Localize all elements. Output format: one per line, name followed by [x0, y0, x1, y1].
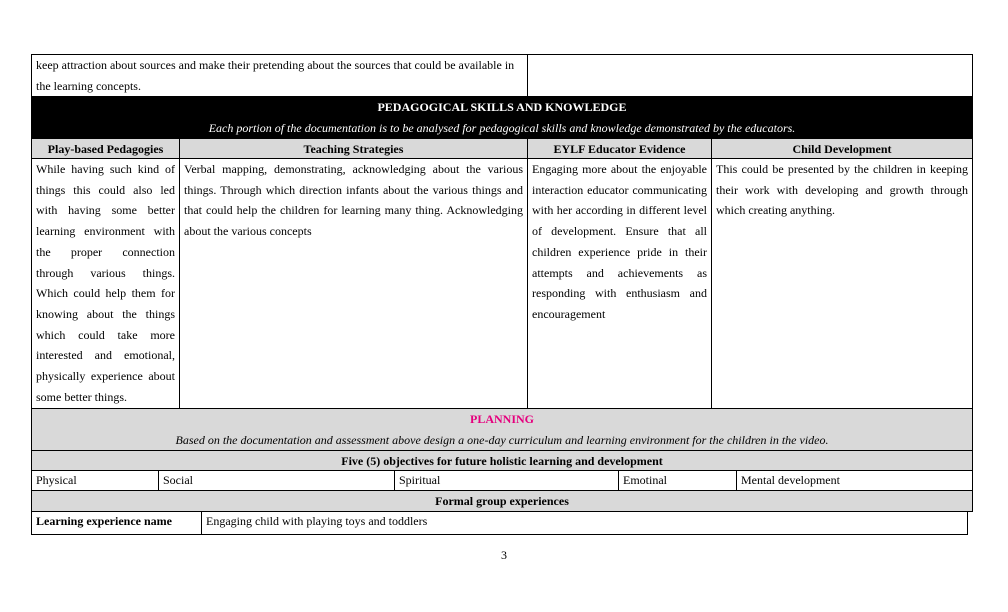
top-row-text: keep attraction about sources and make their pretending about the sources that could be available in the learning concepts. — [36, 58, 515, 93]
objective-emotional: Emotinal — [618, 470, 737, 491]
play-based-cell — [31, 158, 180, 409]
child-dev-text: This could be presented by the children in keeping their work with developing and growth through which creating anything. — [716, 162, 968, 218]
child-dev-cell — [711, 158, 973, 409]
top-row-left-cell — [31, 54, 528, 97]
teaching-text: Verbal mapping, demonstrating, acknowledging about the various things. Through which direction infants about the various things and that could help the children for learning many thing. Acknowledging about the various concepts — [184, 162, 523, 239]
learning-experience-label: Learning experience name — [31, 511, 202, 535]
objectives-heading: Five (5) objectives for future holistic learning and development — [31, 450, 973, 471]
eylf-cell — [527, 158, 712, 409]
pedagogical-header — [31, 96, 973, 139]
formal-group-heading: Formal group experiences — [31, 490, 973, 512]
objective-social: Social — [158, 470, 395, 491]
column-header-child-dev: Child Development — [711, 138, 973, 159]
top-row-right-cell — [527, 54, 973, 97]
column-header-teaching: Teaching Strategies — [179, 138, 528, 159]
learning-experience-value: Engaging child with playing toys and toddlers — [201, 511, 968, 535]
eylf-text: Engaging more about the enjoyable interaction educator communicating with her according in different level of development. Ensure that all children experience pride in their attempts and achievements as responding with enthusiasm and encouragement — [532, 162, 707, 321]
objective-physical: Physical — [31, 470, 159, 491]
objective-spiritual: Spiritual — [394, 470, 619, 491]
column-header-play-based: Play-based Pedagogies — [31, 138, 180, 159]
pedagogical-subheading: Each portion of the documentation is to be analysed for pedagogical skills and knowledge demonstrated by the educators. — [208, 120, 796, 135]
planning-heading: PLANNING — [469, 412, 534, 426]
planning-header — [31, 408, 973, 451]
column-header-eylf: EYLF Educator Evidence — [527, 138, 712, 159]
objective-mental: Mental development — [736, 470, 973, 491]
planning-subheading: Based on the documentation and assessment above design a one-day curriculum and learning environment for the children in the video. — [175, 432, 829, 447]
page-number: 3 — [501, 548, 507, 562]
teaching-cell — [179, 158, 528, 409]
play-based-text: While having such kind of things this could also led with having some better learning environment with the proper connection through various things. Which could help them for knowing about the things which could take more interested and emotional, physically experience about some better things. — [36, 162, 175, 404]
pedagogical-heading: PEDAGOGICAL SKILLS AND KNOWLEDGE — [377, 100, 627, 114]
